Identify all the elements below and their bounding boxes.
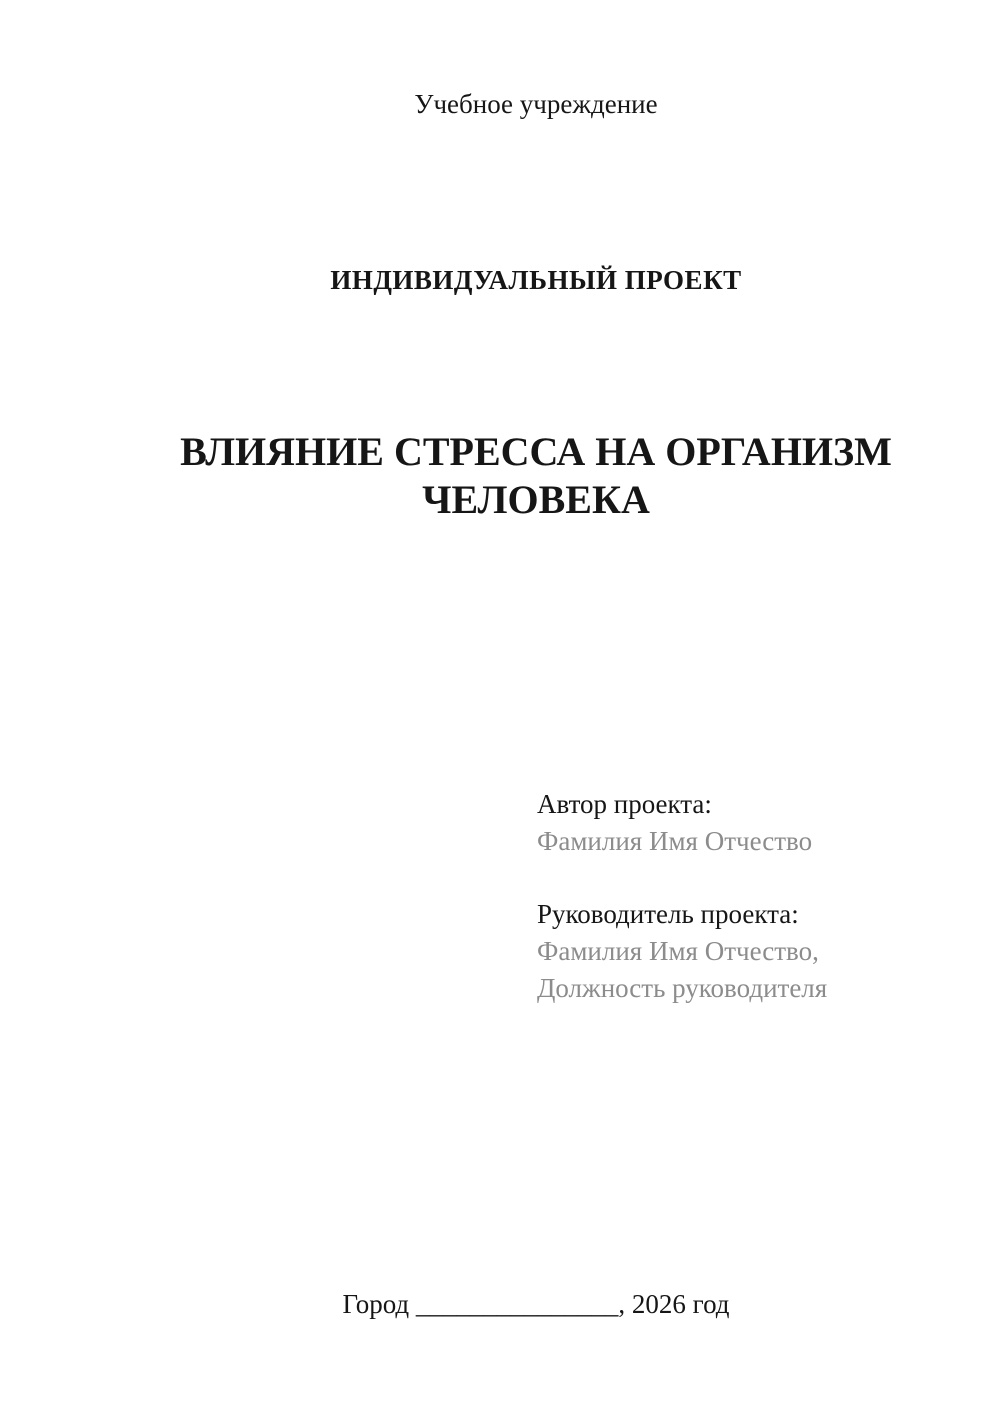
- supervisor-role-placeholder: Должность руководителя: [537, 973, 828, 1003]
- author-label: Автор проекта:: [537, 789, 712, 819]
- supervisor-label: Руководитель проекта:: [537, 899, 799, 929]
- project-type-heading: ИНДИВИДУАЛЬНЫЙ ПРОЕКТ: [330, 265, 742, 295]
- credits-block: [537, 786, 827, 1007]
- supervisor-name-placeholder: Фамилия Имя Отчество,: [537, 936, 819, 966]
- city-year-line: Город _______________, 2026 год: [342, 1289, 730, 1319]
- project-title: ВЛИЯНИЕ СТРЕССА НА ОРГАНИЗМ ЧЕЛОВЕКА: [180, 429, 892, 522]
- author-name-placeholder: Фамилия Имя Отчество: [537, 826, 813, 856]
- institution-name: Учебное учреждение: [414, 89, 658, 119]
- credits-spacer: [537, 860, 827, 896]
